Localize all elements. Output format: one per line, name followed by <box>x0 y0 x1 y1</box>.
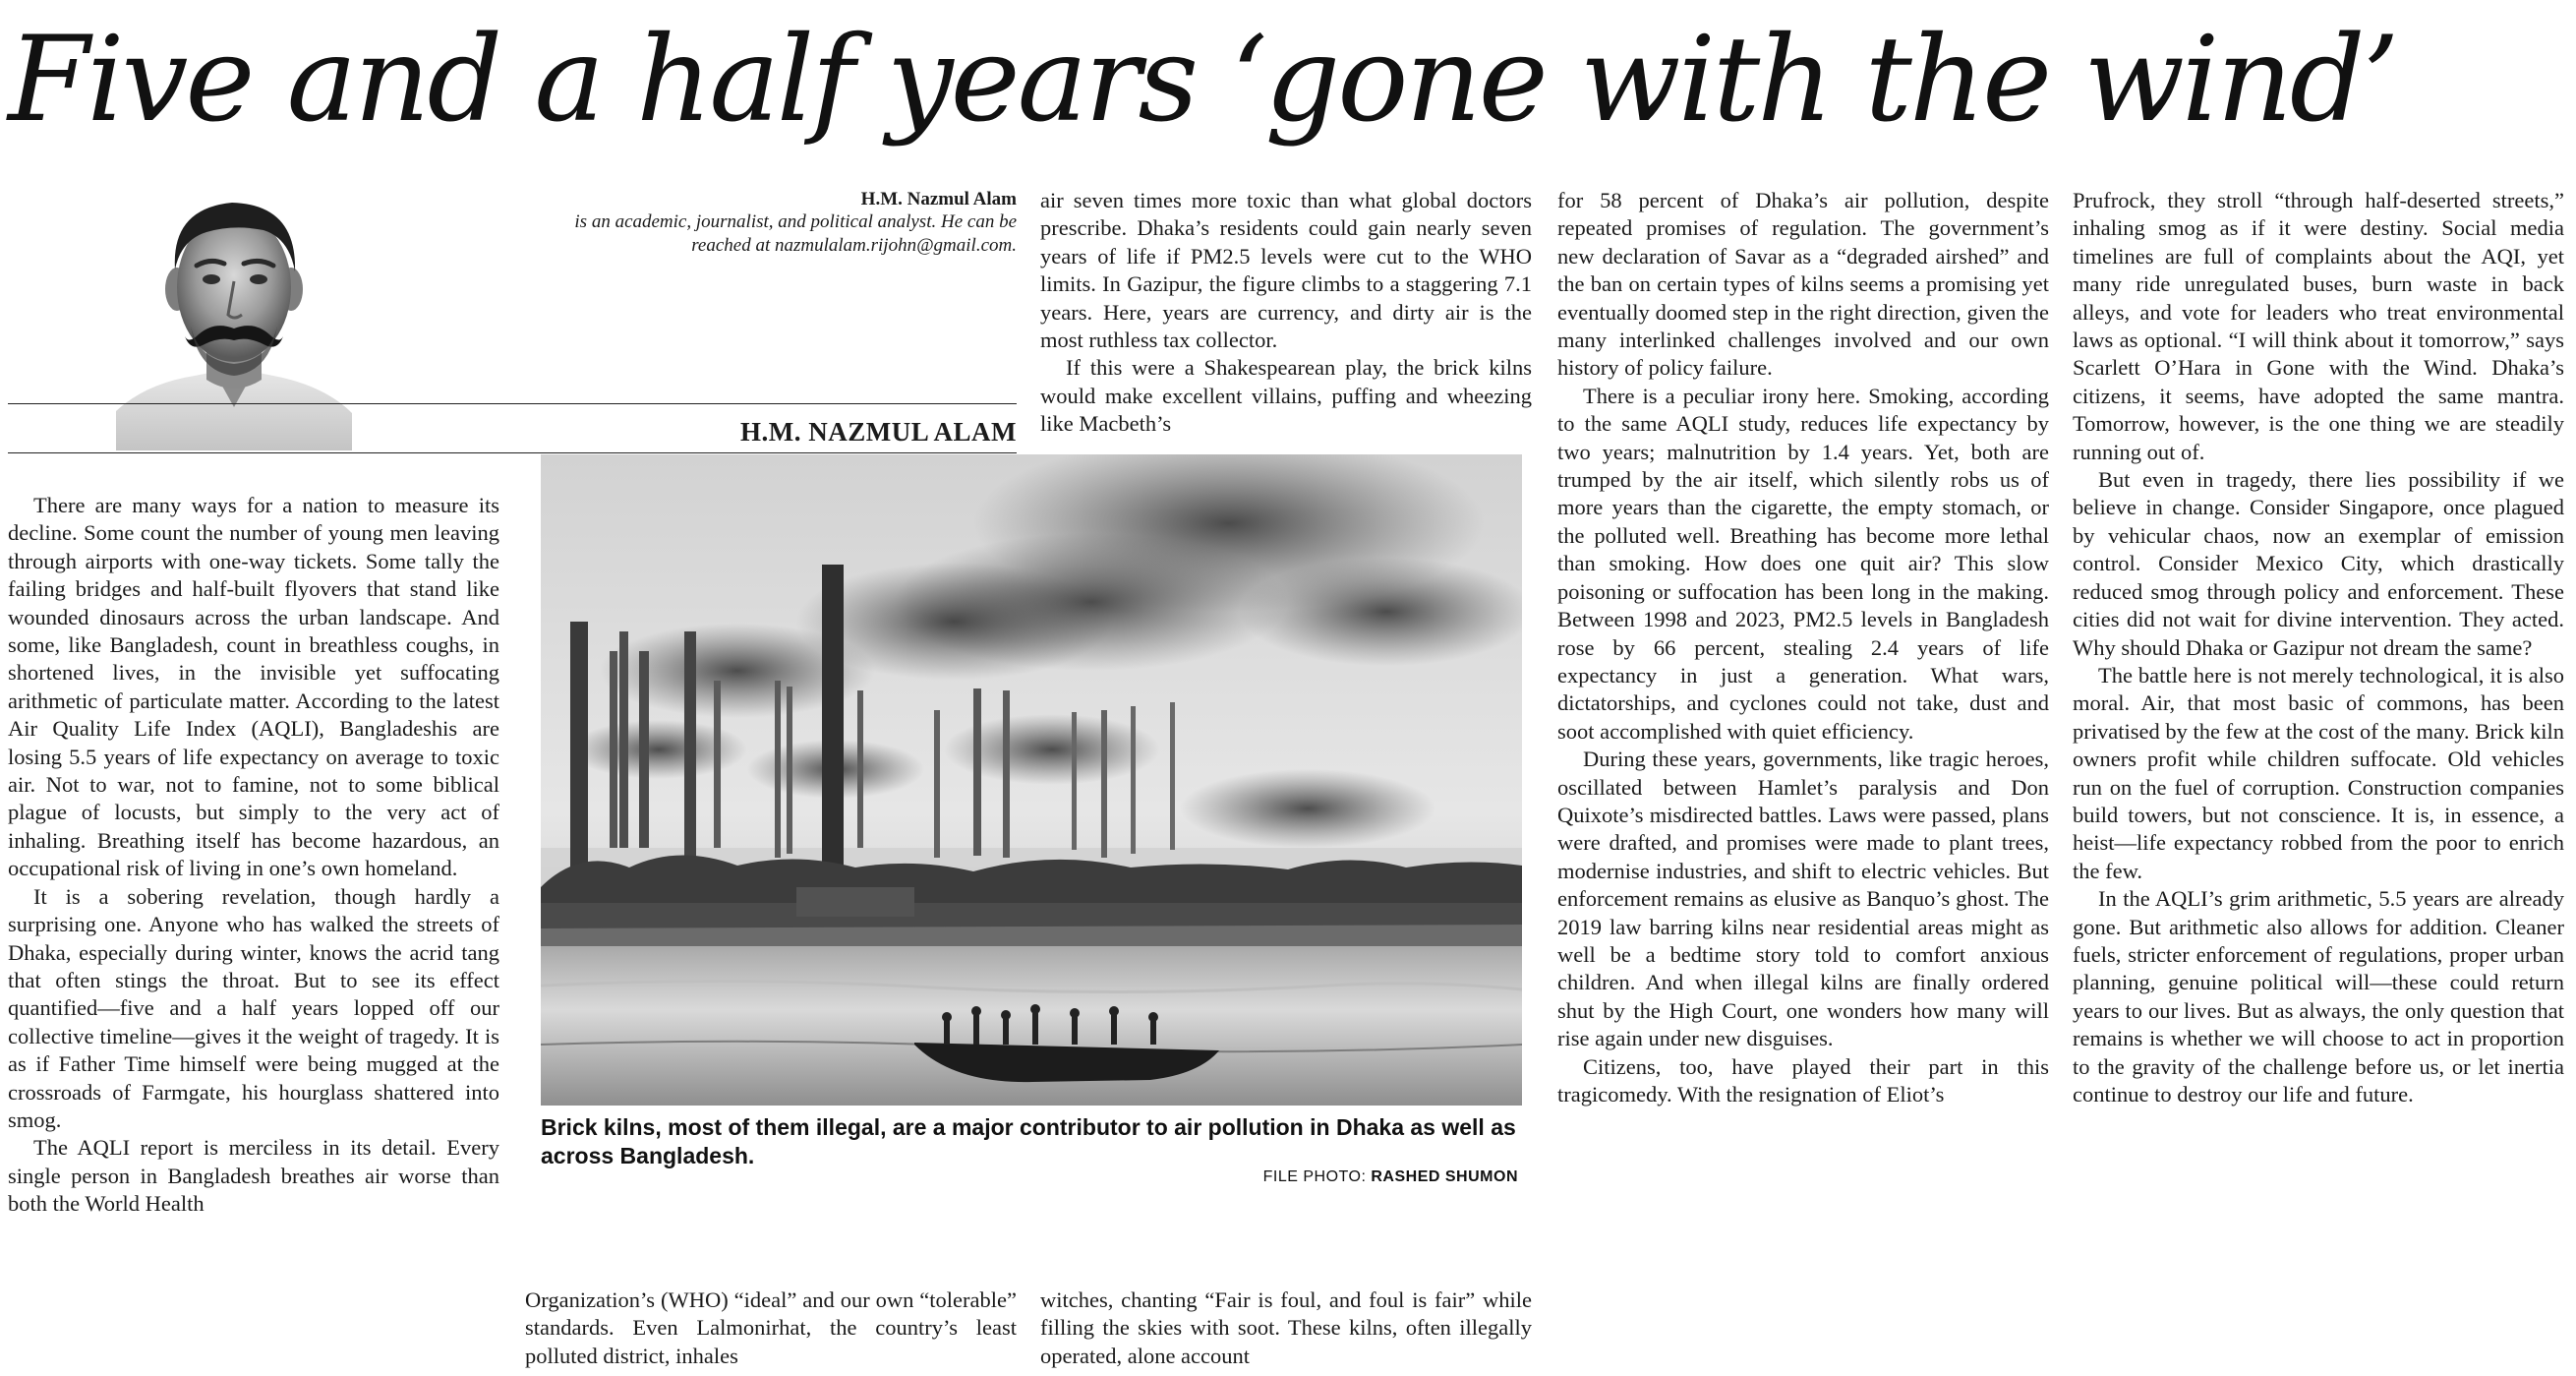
col1-paragraph: The AQLI report is merciless in its detail. Every single person in Bangladesh breathes air worse than both the World Health <box>8 1135 499 1217</box>
column-4 <box>1557 187 2049 1108</box>
photo-caption: Brick kilns, most of them illegal, are a major contributor to air pollution in Dhaka as well as across Bangladesh. <box>541 1114 1516 1168</box>
headline: Five and a half years ‘gone with the wind’ <box>8 12 2397 149</box>
column-3-bottom <box>1040 1286 1532 1370</box>
col3-paragraph: witches, chanting “Fair is foul, and foul is fair” while filling the skies with soot. These kilns, often illegally operated, alone account <box>1040 1287 1532 1368</box>
col4-paragraph: There is a peculiar irony here. Smoking, according to the same AQLI study, reduces life expectancy by two years; malnutrition by 1.4 years. Yet, both are trumped by the air itself, which silently robs us of more years than the cigarette, the empty stomach, or the polluted well. Breathing has become more lethal than smoking. How does one quit air? This slow poisoning or suffocation has been long in the making. Between 1998 and 2023, PM2.5 levels in Bangladesh rose by 66 percent, stealing 2.4 years of life expectancy in just a generation. What wars, dictatorships, and cyclones could not take, dust and soot accomplished with quiet efficiency. <box>1557 383 2049 744</box>
col4-paragraph: During these years, governments, like tragic heroes, oscillated between Hamlet’s paralysis and Don Quixote’s misdirected battles. Laws were passed, plans were drafted, and promises were made to plant trees, modernise industries, and shift to electric vehicles. But enforcement remains as elusive as Banquo’s ghost. The 2019 law barring kilns near residential areas might as well be a bedtime story told to comfort anxious children. And when illegal kilns are finally ordered shut by the High Court, one wonders how many will rise again under new disguises. <box>1557 747 2049 1051</box>
col5-paragraph: In the AQLI’s grim arithmetic, 5.5 years are already gone. But arithmetic also allows for addition. Cleaner fuels, stricter enforcement of regulations, proper urban planning, genuine political will—these could return years to our lives. But as always, the only question that remains is whether we will choose to act in proportion to the gravity of the challenge before us, or let inertia continue to destroy our life and future. <box>2073 886 2564 1107</box>
col5-paragraph: Prufrock, they stroll “through half-deserted streets,” inhaling smog as if it were destiny. Social media timelines are full of complaints about the AQI, yet many ride unregulated buses, burn waste in back alleys, and vote for leaders who treat environmental laws as optional. “I will think about it tomorrow,” says Scarlett O’Hara in Gone with the Wind. Dhaka’s citizens, it seems, have adopted the same mantra. Tomorrow, however, is the one thing we are steadily running out of. <box>2073 188 2564 464</box>
col5-paragraph: The battle here is not merely technological, it is also moral. Air, that most basic of commons, has been privatised by the few at the cost of the many. Brick kiln owners profit while children suffocate. Old vehicles run on the fuel of corruption. Construction companies build towers, but not conscience. It is, in essence, a heist—life expectancy robbed from the poor to enrich the few. <box>2073 662 2564 883</box>
col3-paragraph: If this were a Shakespearean play, the brick kilns would make excellent villains, puffing and wheezing like Macbeth’s <box>1040 355 1532 437</box>
author-bio: is an academic, journalist, and political analyst. He can be reached at nazmulalam.rijohn@gmail.com. <box>574 211 1017 256</box>
column-3-top <box>1040 187 1532 439</box>
author-name-small: H.M. Nazmul Alam <box>860 189 1017 209</box>
photo-credit <box>1227 1168 1518 1186</box>
author-name-big: H.M. NAZMUL ALAM <box>740 417 1017 447</box>
column-2-bottom <box>525 1286 1017 1370</box>
col1-paragraph: There are many ways for a nation to measure its decline. Some count the number of young men leaving through airports with one-way tickets. Some tally the failing bridges and half-built flyovers that stand like wounded dinosaurs across the urban landscape. And some, like Bangladesh, count in breathless coughs, in shortened lives, in the invisible yet suffocating arithmetic of particulate matter. According to the latest Air Quality Life Index (AQLI), Bangladeshis are losing 5.5 years of life expectancy on average to toxic air. Not to war, not to famine, not to some biblical plague of locusts, but simply to the very act of inhaling. Breathing itself has become hazardous, an occupational risk of living in one’s own homeland. <box>8 493 499 881</box>
credit-name: RASHED SHUMON <box>1371 1168 1518 1185</box>
col5-paragraph: But even in tragedy, there lies possibility if we believe in change. Consider Singapore, once plagued by vehicular chaos, now an exemplar of emission control. Consider Mexico City, which drastically reduced smog through policy and enforcement. These cities did not wait for divine intervention. They acted. Why should Dhaka or Gazipur not dream the same? <box>2073 467 2564 660</box>
byline-rule-top <box>8 403 1017 404</box>
author-portrait <box>116 179 352 450</box>
col3-paragraph: air seven times more toxic than what global doctors prescribe. Dhaka’s residents could gain nearly seven years of life if PM2.5 levels were cut to the WHO limits. In Gazipur, the figure climbs to a staggering 7.1 years. Here, years are currency, and dirty air is the most ruthless tax collector. <box>1040 188 1532 353</box>
byline-rule-bottom <box>8 452 1017 453</box>
col4-paragraph: Citizens, too, have played their part in this tragicomedy. With the resignation of Eliot’s <box>1557 1053 2049 1107</box>
brick-kilns-photo <box>541 454 1522 1106</box>
col2-paragraph: Organization’s (WHO) “ideal” and our own “tolerable” standards. Even Lalmonirhat, the country’s least polluted district, inhales <box>525 1287 1017 1368</box>
col1-paragraph: It is a sobering revelation, though hardly a surprising one. Anyone who has walked the streets of Dhaka, especially during winter, knows the acrid tang that often stings the throat. But to see its effect quantified—five and a half years lopped off our collective timeline—gives it the weight of tragedy. It is as if Father Time himself were being mugged at the crossroads of Farmgate, his hourglass shattered into smog. <box>8 883 499 1132</box>
column-1 <box>8 492 499 1219</box>
credit-prefix: FILE PHOTO: <box>1262 1168 1367 1185</box>
byline-box <box>8 159 1021 454</box>
column-5 <box>2073 187 2564 1108</box>
col4-paragraph: for 58 percent of Dhaka’s air pollution, despite repeated promises of regulation. The government’s new declaration of Savar as a “degraded airshed” and the ban on certain types of kilns seems a promising yet eventually doomed step in the right direction, given the many interlinked challenges involved and our own history of policy failure. <box>1557 188 2049 381</box>
